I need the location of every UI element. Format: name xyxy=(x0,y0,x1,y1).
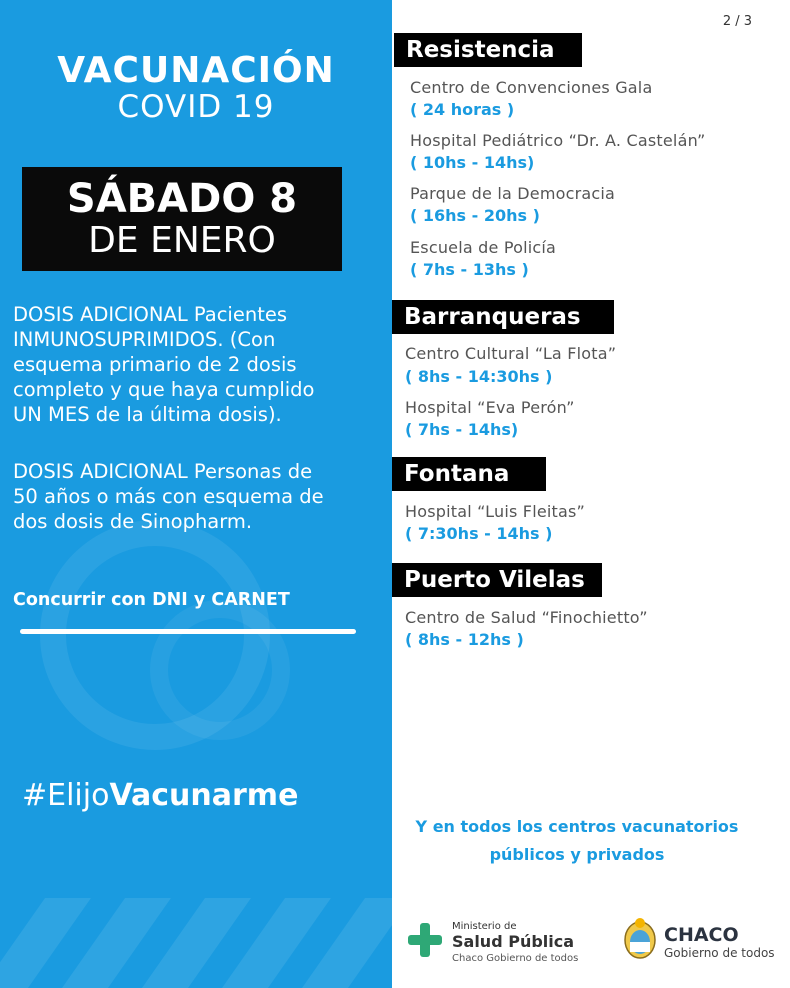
chaco-seal-icon xyxy=(622,916,658,962)
text-line: UN MES de la última dosis). xyxy=(13,403,282,426)
ministry-label: Ministerio de xyxy=(452,921,517,932)
place-name: Centro de Salud “Finochietto” xyxy=(405,608,648,627)
date-month: DE ENERO xyxy=(88,220,276,261)
place-name: Parque de la Democracia xyxy=(410,184,616,203)
place-hours: ( 8hs - 12hs ) xyxy=(405,630,524,649)
ministry-subtitle: Chaco Gobierno de todos xyxy=(452,953,579,964)
decorative-circle xyxy=(150,600,290,740)
place-hours: ( 7hs - 13hs ) xyxy=(410,260,529,279)
place-name: Centro de Convenciones Gala xyxy=(410,78,653,97)
hashtag-prefix: #Elijo xyxy=(22,778,110,813)
hashtag xyxy=(22,778,298,813)
place-hours: ( 7:30hs - 14hs ) xyxy=(405,524,553,543)
ministry-name: Salud Pública xyxy=(452,932,575,951)
left-panel xyxy=(0,0,392,988)
place-hours: ( 7hs - 14hs) xyxy=(405,420,519,439)
text-line: INMUNOSUPRIMIDOS. (Con xyxy=(13,328,276,351)
city-header-puerto-vilelas: Puerto Vilelas xyxy=(392,563,602,597)
dose-info-immunosuppressed xyxy=(13,302,385,427)
place-hours: ( 16hs - 20hs ) xyxy=(410,206,540,225)
page-indicator: 2 / 3 xyxy=(722,14,752,29)
date-box xyxy=(22,167,342,271)
city-header-fontana: Fontana xyxy=(392,457,546,491)
place-name: Hospital “Luis Fleitas” xyxy=(405,502,586,521)
text-line: 50 años o más con esquema de xyxy=(13,485,324,508)
text-line: completo y que haya cumplido xyxy=(13,378,315,401)
chaco-title: CHACO xyxy=(664,924,739,946)
title-vacunacion: VACUNACIÓN xyxy=(57,50,335,91)
underline-divider xyxy=(20,629,356,634)
footer-line-2: públicos y privados xyxy=(489,845,665,864)
medical-cross-icon xyxy=(408,923,442,957)
chaco-subtitle: Gobierno de todos xyxy=(664,946,775,960)
title-covid: COVID 19 xyxy=(117,89,275,125)
hashtag-bold: Vacunarme xyxy=(109,778,299,813)
place-name: Escuela de Policía xyxy=(410,238,557,257)
text-line: DOSIS ADICIONAL Pacientes xyxy=(13,303,288,326)
place-name: Hospital “Eva Perón” xyxy=(405,398,575,417)
text-line: DOSIS ADICIONAL Personas de xyxy=(13,460,313,483)
city-header-resistencia: Resistencia xyxy=(394,33,582,67)
dose-info-sinopharm xyxy=(13,459,385,534)
requirements-note: Concurrir con DNI y CARNET xyxy=(13,590,290,610)
place-hours: ( 10hs - 14hs) xyxy=(410,153,535,172)
date-day: SÁBADO 8 xyxy=(66,176,298,222)
place-hours: ( 24 horas ) xyxy=(410,100,515,119)
footer-line-1: Y en todos los centros vacunatorios xyxy=(415,817,739,836)
city-header-barranqueras: Barranqueras xyxy=(392,300,614,334)
place-hours: ( 8hs - 14:30hs ) xyxy=(405,367,553,386)
right-panel xyxy=(392,0,790,988)
place-name: Centro Cultural “La Flota” xyxy=(405,344,617,363)
text-line: dos dosis de Sinopharm. xyxy=(13,510,253,533)
decorative-stripes xyxy=(0,908,392,988)
text-line: esquema primario de 2 dosis xyxy=(13,353,297,376)
place-name: Hospital Pediátrico “Dr. A. Castelán” xyxy=(410,131,706,150)
